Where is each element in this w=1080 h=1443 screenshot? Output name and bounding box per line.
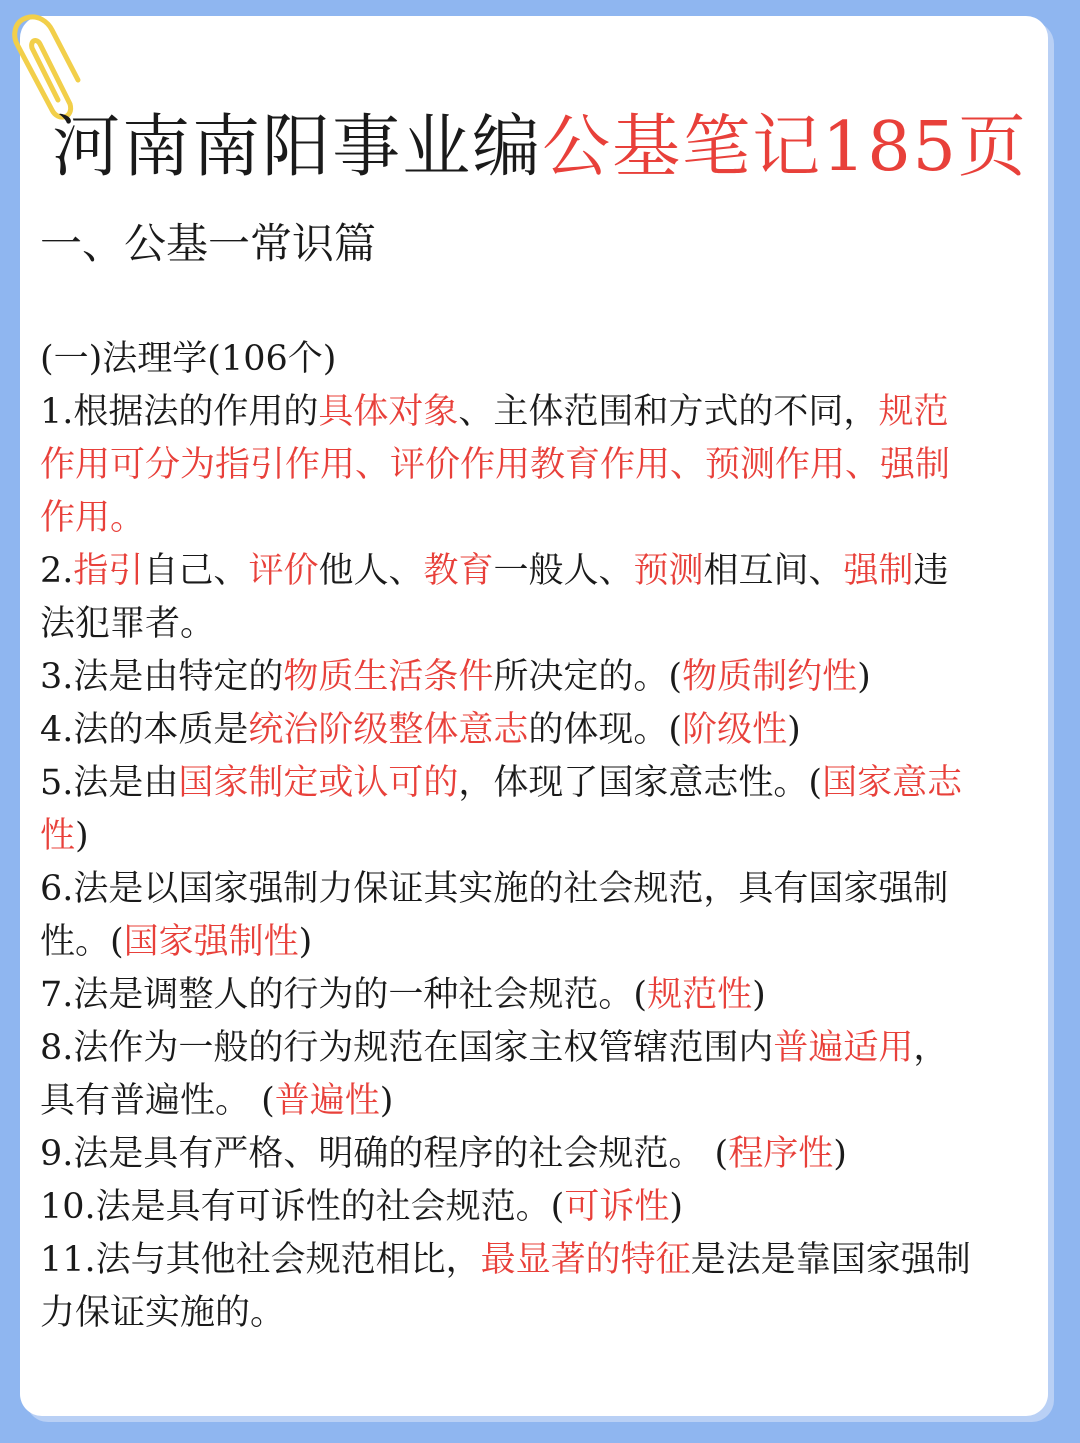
highlight-text: 作用。 <box>40 498 146 538</box>
note-line <box>40 757 1040 810</box>
note-item <box>40 1022 1040 1128</box>
note-text: 10.法是具有可诉性的社会规范。( <box>40 1187 565 1227</box>
note-line <box>40 492 1040 545</box>
note-text: ) <box>75 816 89 856</box>
highlight-text: 国家意志 <box>822 763 963 803</box>
highlight-text: 物质制约性 <box>682 657 858 697</box>
highlight-text: 最显著的特征 <box>480 1240 691 1280</box>
note-text: ) <box>669 1187 683 1227</box>
note-text: 、主体范围和方式的不同， <box>458 392 879 432</box>
note-item <box>40 969 1040 1022</box>
note-line <box>40 1234 1040 1287</box>
highlight-text: 强制 <box>843 551 914 591</box>
note-item <box>40 863 1040 969</box>
note-item <box>40 1181 1040 1234</box>
note-line <box>40 439 1040 492</box>
note-line <box>40 704 1040 757</box>
note-text: 自己、 <box>143 551 249 591</box>
title-part1: 河南南阳事业编 <box>52 108 543 187</box>
highlight-text: 国家制定或认可的 <box>178 763 459 803</box>
highlight-text: 具体对象 <box>318 392 459 432</box>
highlight-text: 国家强制性 <box>123 922 299 962</box>
note-item <box>40 1128 1040 1181</box>
highlight-text: 性 <box>40 816 76 856</box>
notes-body <box>40 333 1040 1340</box>
note-text: 他人、 <box>318 551 424 591</box>
note-text: 2. <box>40 551 74 591</box>
highlight-text: 规范 <box>878 392 949 432</box>
note-line <box>40 1287 1040 1340</box>
note-line <box>40 969 1040 1022</box>
highlight-text: 物质生活条件 <box>283 657 494 697</box>
note-text: ) <box>833 1134 847 1174</box>
note-text: 3.法是由特定的 <box>40 657 284 697</box>
note-item <box>40 1234 1040 1340</box>
note-text: ) <box>298 922 313 962</box>
note-item <box>40 757 1040 863</box>
note-text: ， <box>913 1028 949 1068</box>
note-line <box>40 1022 1040 1075</box>
note-text: ) <box>857 657 871 697</box>
section-heading: 一、公基一常识篇 <box>40 219 377 268</box>
note-text: ) <box>787 710 801 750</box>
title-part2-highlight: 公基笔记185页 <box>542 108 1028 187</box>
note-text: 性。( <box>40 922 124 962</box>
note-text: 相互间、 <box>703 551 844 591</box>
note-text: 4.法的本质是 <box>40 710 249 750</box>
note-item <box>40 651 1040 704</box>
note-item <box>40 545 1040 651</box>
note-line <box>40 1075 1040 1128</box>
note-text: 11.法与其他社会规范相比， <box>40 1240 481 1280</box>
note-line <box>40 916 1040 969</box>
highlight-text: 普遍适用 <box>773 1028 914 1068</box>
highlight-text: 统治阶级整体意志 <box>248 710 529 750</box>
note-line <box>40 810 1040 863</box>
note-text: 是法是靠国家强制 <box>690 1240 971 1280</box>
note-item <box>40 704 1040 757</box>
note-line <box>40 545 1040 598</box>
note-text: 一般人、 <box>493 551 634 591</box>
note-text: 具有普遍性。 ( <box>40 1081 275 1121</box>
highlight-text: 可诉性 <box>564 1187 670 1227</box>
note-line <box>40 1128 1040 1181</box>
notes-list <box>40 386 1040 1340</box>
highlight-text: 阶级性 <box>682 710 788 750</box>
highlight-text: 普遍性 <box>274 1081 380 1121</box>
highlight-text: 评价 <box>248 551 319 591</box>
note-text: ) <box>752 975 766 1015</box>
note-line <box>40 598 1040 651</box>
note-text: 5.法是由 <box>40 763 179 803</box>
note-text: 法犯罪者。 <box>40 604 216 644</box>
note-text: 力保证实施的。 <box>40 1293 286 1333</box>
note-text: 违 <box>913 551 949 591</box>
note-text: 6.法是以国家强制力保证其实施的社会规范，具有国家强制 <box>40 869 949 909</box>
highlight-text: 教育 <box>423 551 494 591</box>
note-text: ，体现了国家意志性。( <box>458 763 823 803</box>
highlight-text: 程序性 <box>728 1134 834 1174</box>
highlight-text: 预测 <box>633 551 704 591</box>
subsection-heading: (一)法理学(106个) <box>40 339 337 379</box>
note-text: 9.法是具有严格、明确的程序的社会规范。 ( <box>40 1134 729 1174</box>
highlight-text: 作用可分为指引作用、评价作用教育作用、预测作用、强制 <box>40 445 951 485</box>
note-item <box>40 386 1040 545</box>
highlight-text: 规范性 <box>647 975 753 1015</box>
page-title <box>0 100 1080 196</box>
note-text: 8.法作为一般的行为规范在国家主权管辖范围内 <box>40 1028 774 1068</box>
note-line <box>40 1181 1040 1234</box>
highlight-text: 指引 <box>73 551 144 591</box>
note-text: ) <box>379 1081 394 1121</box>
note-line <box>40 386 1040 439</box>
note-text: 7.法是调整人的行为的一种社会规范。( <box>40 975 648 1015</box>
note-line <box>40 651 1040 704</box>
note-text: 1.根据法的作用的 <box>40 392 319 432</box>
note-text: 所决定的。( <box>493 657 683 697</box>
note-text: 的体现。( <box>528 710 683 750</box>
note-line <box>40 863 1040 916</box>
